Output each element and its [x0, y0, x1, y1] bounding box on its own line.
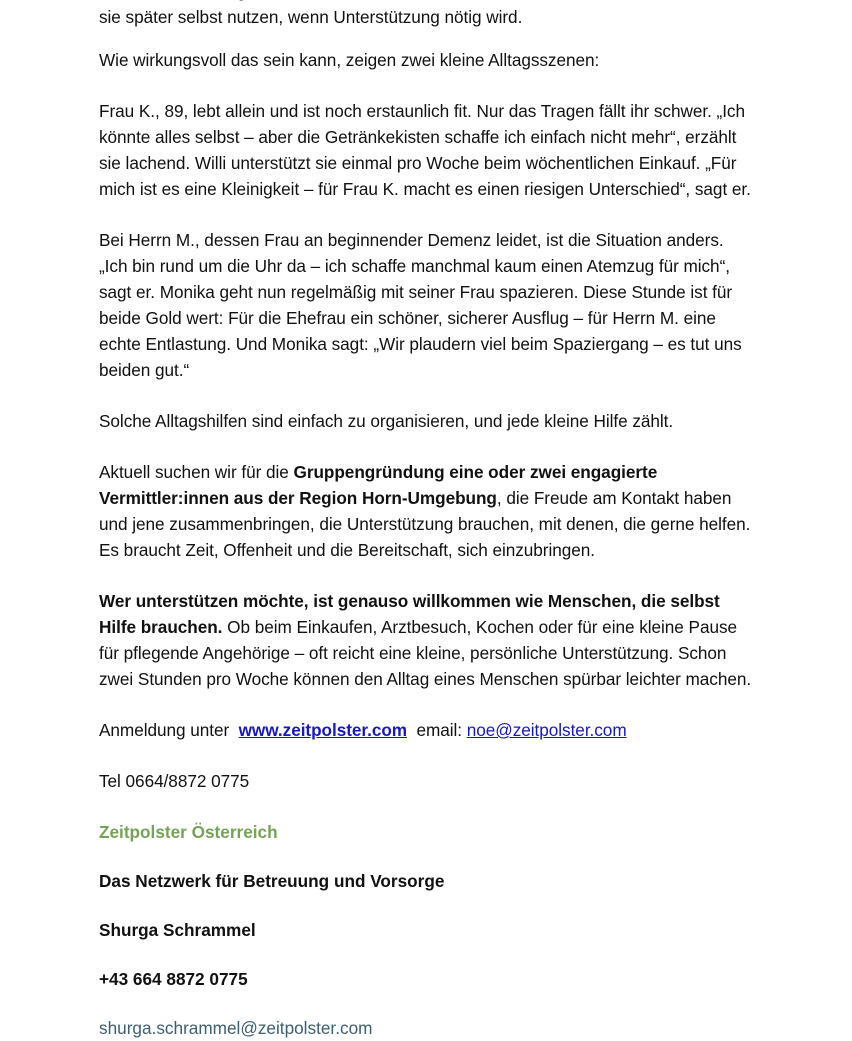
- signature-phone: +43 664 8872 0775: [99, 969, 248, 989]
- contact-registration-line: [99, 717, 752, 743]
- spacer: [99, 383, 752, 408]
- paragraph-welcome: [99, 588, 752, 692]
- paragraph-story-herr-m: Bei Herrn M., dessen Frau an beginnender Demenz leidet, ist die Situation anders. „Ich bin rund um die Uhr da – ich schaffe manchmal kaum einen Atemzug für mich“, sagt er. Monika geht nun regelmäßig mit seiner Frau spazieren. Diese Stunde ist für beide Gold wert: Für die Ehefrau ein schöner, sicherer Ausflug – für Herrn M. eine echte Entlastung. Und Monika sagt: „Wir plaudern viel beim Spaziergang – es tut uns beiden gut.“: [99, 230, 742, 380]
- spacer: [99, 894, 752, 917]
- signature-person: Shurga Schrammel: [99, 920, 256, 940]
- email-link[interactable]: noe@zeitpolster.com: [466, 720, 627, 740]
- spacer: [99, 434, 752, 459]
- spacer: [99, 692, 752, 717]
- spacer: [99, 794, 752, 819]
- recruiting-text-after-bold: , die Freude am Kontakt haben und jene zusammenbringen, die Unterstützung brauchen, mit denen, die gerne helfen. Es braucht Zeit, Offenheit und die Bereitschaft, sich einzubringen.: [99, 488, 751, 560]
- email-prefix-label: email:: [416, 720, 463, 740]
- paragraph-intro-tail-clipped: [99, 0, 752, 27]
- contact-phone: Tel 0664/8872 0775: [99, 771, 250, 791]
- spacer: [99, 73, 752, 98]
- spacer: [99, 943, 752, 966]
- signature-organization: Zeitpolster Österreich: [99, 822, 278, 842]
- welcome-text-after-bold: Ob beim Einkaufen, Arztbesuch, Kochen oder für eine kleine Pause für pflegende Angehörige – oft reicht eine kleine, persönliche Unterstützung. Schon zwei Stunden pro Woche können den Alltag eines Menschen spürbar leichter machen.: [99, 617, 752, 689]
- paragraph-summary: Solche Alltagshilfen sind einfach zu organisieren, und jede kleine Hilfe zählt.: [99, 411, 674, 431]
- signature-email-clipped: [99, 1015, 752, 1038]
- welcome-emphasis: Wer unterstützen möchte, ist genauso willkommen wie Menschen, die selbst Hilfe brauchen.: [99, 591, 720, 637]
- spacer: [99, 743, 752, 768]
- spacer: [99, 992, 752, 1015]
- paragraph-story-frau-k: Frau K., 89, lebt allein und ist noch erstaunlich fit. Nur das Tragen fällt ihr schwer. „Ich könnte alles selbst – aber die Getränkekisten schaffe ich einfach nicht mehr“, erzählt sie lachend. Willi unterstützt sie einmal pro Woche beim wöchentlichen Einkauf. „Für mich ist es eine Kleinigkeit – für Frau K. macht es einen riesigen Unterschied“, sagt er.: [99, 101, 751, 199]
- paragraph-recruiting: [99, 459, 752, 563]
- recruiting-text-before-bold: Aktuell suchen wir für die: [99, 462, 294, 482]
- spacer: [99, 845, 752, 868]
- spacer: [99, 202, 752, 227]
- paragraph-lead-in: Wie wirkungsvoll das sein kann, zeigen zwei kleine Alltagsszenen:: [99, 50, 600, 70]
- registration-prefix-label: Anmeldung unter: [99, 720, 230, 740]
- signature-tagline: Das Netzwerk für Betreuung und Vorsorge: [99, 871, 445, 891]
- spacer: [99, 563, 752, 588]
- signature-email: shurga.schrammel@zeitpolster.com: [99, 1018, 373, 1038]
- website-link[interactable]: www.zeitpolster.com: [238, 720, 408, 740]
- intro-visible-line: sie später selbst nutzen, wenn Unterstützung nötig wird.: [99, 7, 523, 27]
- recruiting-emphasis: Gruppengründung eine oder zwei engagierte Vermittler:innen aus der Region Horn-Umgebung: [99, 462, 658, 508]
